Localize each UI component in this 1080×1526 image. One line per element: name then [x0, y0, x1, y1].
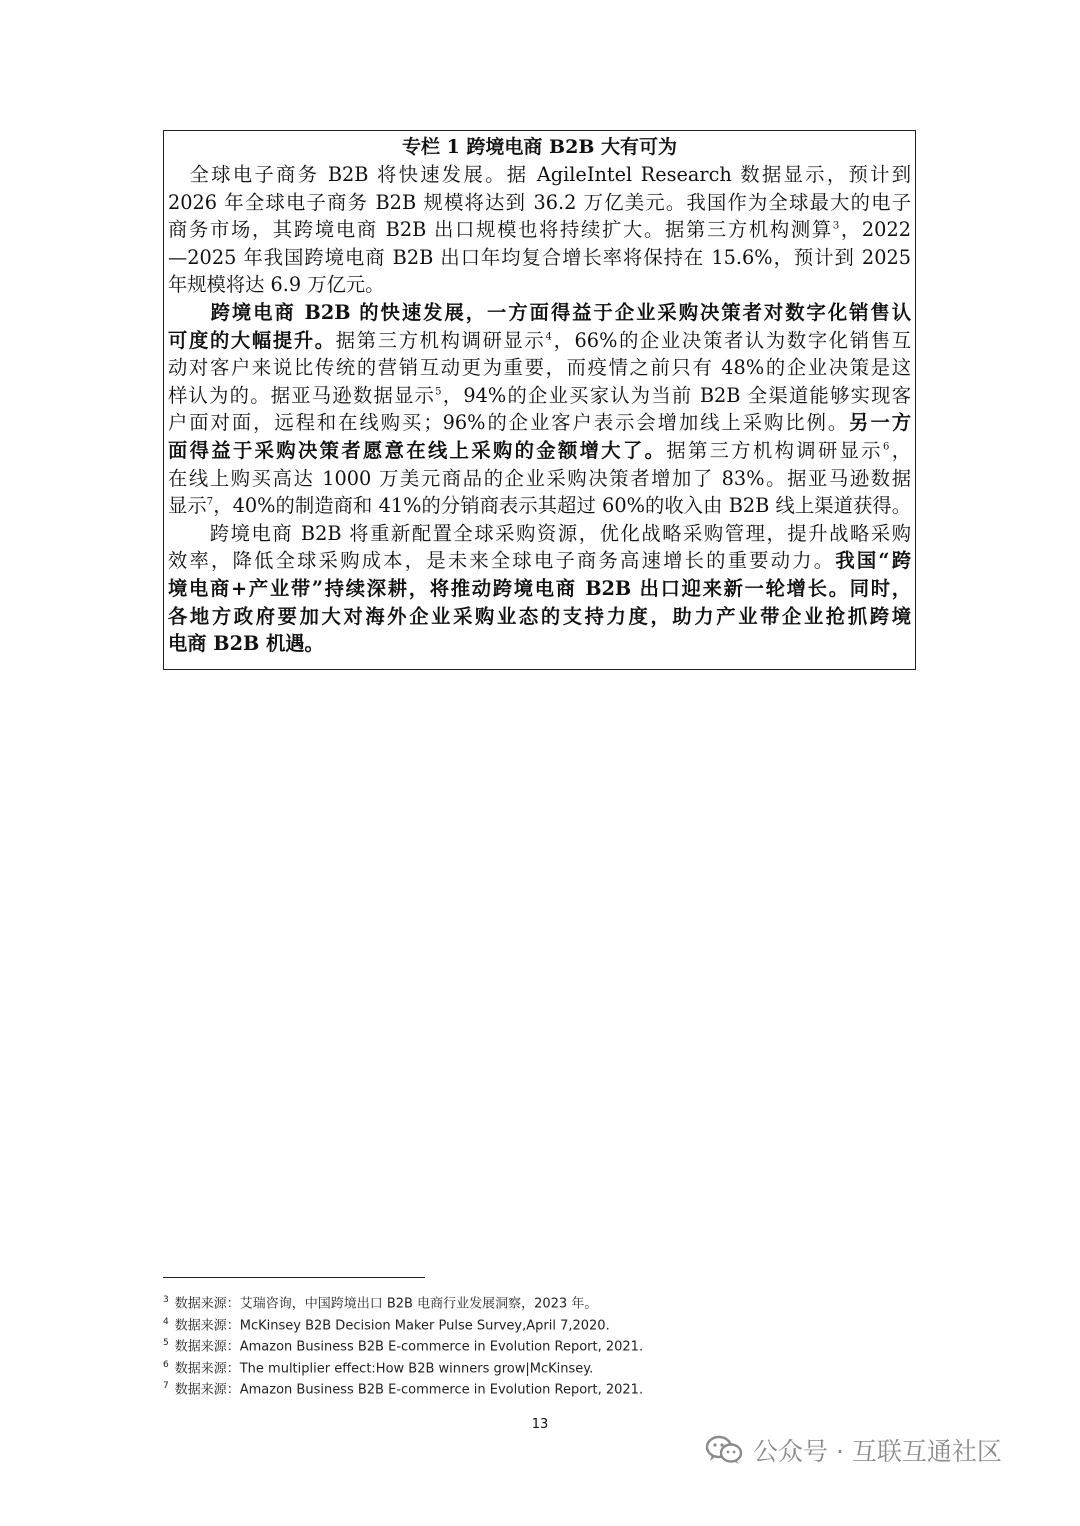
text-run: 电商 B2B 机遇。 [168, 632, 324, 656]
column-line [168, 327, 911, 354]
column-line [168, 216, 911, 243]
column-line [168, 161, 911, 188]
text-run: 户面对面，远程和在线购买；96%的企业客户表示会增加线上采购比例。 [168, 411, 850, 435]
text-run: ， [889, 439, 911, 462]
footnote-number: 4 [163, 1316, 169, 1327]
column-line [168, 382, 911, 409]
text-run: 我国“跨 [835, 549, 911, 573]
column-line [168, 271, 911, 298]
footnote-ref: 7 [206, 496, 214, 508]
column-line [168, 189, 911, 216]
footnote-number: 3 [163, 1295, 169, 1305]
column-line [168, 520, 911, 547]
wechat-icon [705, 1435, 743, 1465]
footnote-ref: 6 [882, 441, 890, 453]
footnote-number: 7 [163, 1381, 169, 1391]
watermark-text: 公众号 · 互联互通社区 [753, 1437, 1002, 1466]
column-line [168, 354, 911, 381]
text-run: ，66%的企业决策者认为数字化销售互 [551, 328, 911, 352]
text-run: 跨境电商 B2B 的快速发展，一方面得益于企业采购决策者对数字化销售认 [168, 301, 911, 324]
footnote-number: 6 [163, 1359, 169, 1370]
text-run: 境电商+产业带”持续深耕，将推动跨境电商 B2B 出口迎来新一轮增长。同时， [168, 577, 911, 600]
footnote-text: 数据来源：Amazon Business B2B E-commerce in Evolution Report, 2021. [174, 1382, 644, 1398]
column-line [168, 575, 911, 602]
text-run: 面得益于采购决策者愿意在线上采购的金额增大了。 [168, 439, 667, 462]
text-run: 动对客户来说比传统的营销互动更为重要，而疫情之前只有 48%的企业决策是这 [168, 356, 911, 380]
footnote-text: 数据来源：Amazon Business B2B E-commerce in Evolution Report, 2021. [174, 1339, 644, 1355]
text-run: ，94%的企业买家认为当前 B2B 全渠道能够实现客 [441, 383, 911, 407]
text-run: 跨境电商 B2B 将重新配置全球采购资源，优化战略采购管理，提升战略采购 [168, 521, 911, 545]
footnote-separator [163, 1277, 425, 1278]
text-run: 显示 [168, 494, 207, 518]
text-run: 年规模将达 6.9 万亿元。 [168, 273, 385, 297]
text-run: 2026 年全球电子商务 B2B 规模将达到 36.2 万亿美元。我国作为全球最大的电子 [168, 190, 911, 214]
text-run: 全球电子商务 B2B 将快速发展。据 AgileIntel Research 数据显示，预计到 [168, 163, 911, 186]
column-line [168, 465, 911, 492]
footnote-number: 5 [163, 1338, 169, 1348]
text-run: 各地方政府要加大对海外企业采购业态的支持力度，助力产业带企业抢抓跨境 [168, 604, 911, 628]
column-title: 专栏 1 跨境电商 B2B 大有可为 [401, 136, 678, 158]
text-run: 效率，降低全球采购成本，是未来全球电子商务高速增长的重要动力。 [168, 549, 836, 573]
text-run: ，40%的制造商和 41%的分销商表示其超过 60%的收入由 B2B 线上渠道获得。 [213, 494, 911, 518]
footnote-text: 数据来源：艾瑞咨询，中国跨境出口 B2B 电商行业发展洞察，2023 年。 [174, 1296, 598, 1312]
footnote-text: 数据来源：The multiplier effect:How B2B winners grow|McKinsey. [174, 1360, 594, 1376]
footnote-item [163, 1376, 643, 1400]
column-line [168, 244, 911, 271]
text-run: 在线上购买高达 1000 万美元商品的企业采购决策者增加了 83%。据亚马逊数据 [168, 466, 911, 490]
text-run: 可度的大幅提升。 [168, 328, 336, 352]
text-run: 样认为的。据亚马逊数据显示 [168, 383, 436, 407]
footnote-ref: 3 [832, 220, 840, 232]
footnote-ref: 5 [435, 386, 442, 398]
column-line [168, 437, 911, 464]
column-line [168, 630, 911, 657]
text-run: —2025 年我国跨境电商 B2B 出口年均复合增长率将保持在 15.6%，预计到 2025 [168, 245, 911, 269]
text-run: 据第三方机构调研显示 [666, 439, 883, 462]
text-run: ，2022 [839, 218, 911, 242]
column-line [168, 299, 911, 326]
watermark [705, 1432, 1002, 1468]
column-line [168, 409, 911, 436]
page-number: 13 [531, 1417, 549, 1432]
text-run: 据第三方机构调研显示 [335, 328, 546, 352]
footnote-ref: 4 [545, 331, 552, 343]
text-run: 另一方 [849, 411, 911, 435]
column-box [163, 130, 916, 670]
footnote-text: 数据来源：McKinsey B2B Decision Maker Pulse Survey,April 7,2020. [174, 1317, 610, 1333]
column-line [168, 603, 911, 630]
column-line [168, 492, 911, 519]
text-run: 商务市场，其跨境电商 B2B 出口规模也将持续扩大。据第三方机构测算 [168, 218, 833, 242]
column-line [168, 547, 911, 574]
